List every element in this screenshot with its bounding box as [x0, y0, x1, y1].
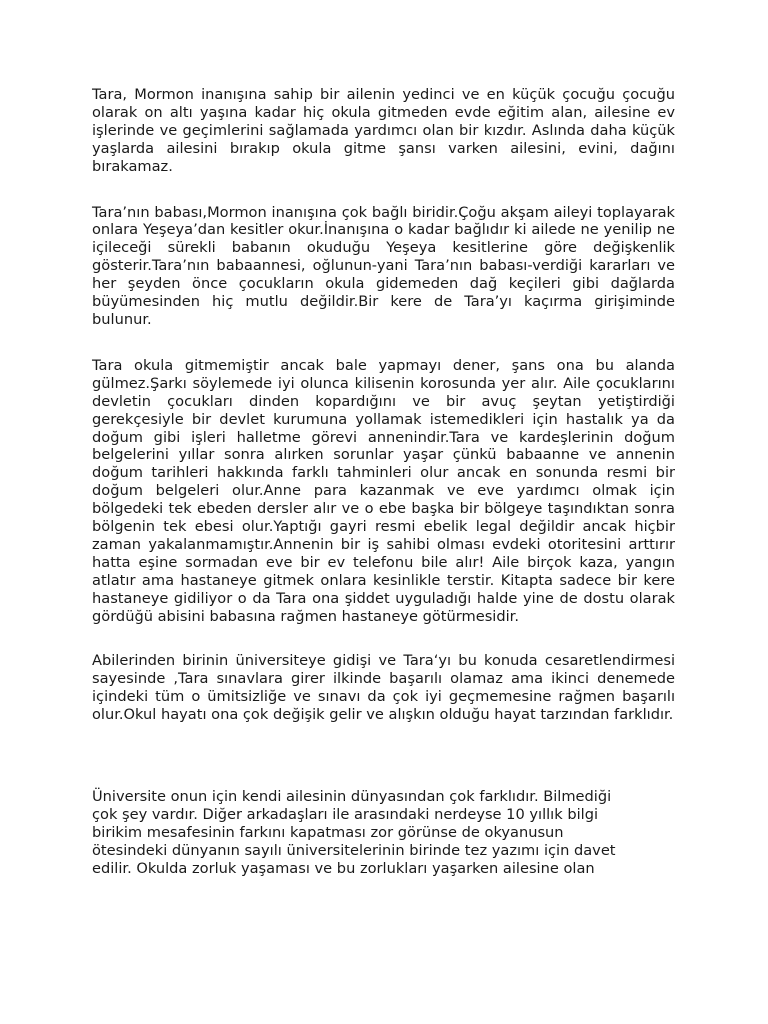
- paragraph-exams: Abilerinden birinin üniversiteye gidişi ve Tara‘yı bu konuda cesaretlendirmesi sayesinde ,Tara sınavlara girer ilkinde başarılı olamaz ama ikinci denemede içindeki tüm o ümitsizliğe ve sınavı da çok iyi geçmemesine rağmen başarılı olur.Okul hayatı ona çok değişik gelir ve alışkın olduğu hayat tarzından farklıdır.: [92, 652, 675, 724]
- document-page: [92, 86, 675, 878]
- paragraph-father: Tara’nın babası,Mormon inanışına çok bağlı biridir.Çoğu akşam aileyi toplayarak onlara Yeşeya’dan kesitler okur.İnanışına o kadar bağlıdır ki ailede ne yenilip ne içileceği sürekli babanın okuduğu Yeşeya kesitlerine göre değişkenlik gösterir.Tara’nın babaannesi, oğlunun-yani Tara’nın babası-verdiği kararları ve her şeyden önce çocukların okula gidemeden dağ keçileri gibi dağlarda büyümesinden hiç mutlu değildir.Bir kere de Tara’yı kaçırma girişiminde bulunur.: [92, 203, 675, 328]
- paragraph-university: Üniversite onun için kendi ailesinin dünyasından çok farklıdır. Bilmediği çok şey vardır. Diğer arkadaşları ile arasındaki nerdeyse 10 yıllık bilgi birikim mesafesinin farkını kapatması zor görünse de okyanusun ötesindeki dünyanın sayılı üniversitelerinin birinde tez yazımı için davet edilir. Okulda zorluk yaşaması ve bu zorlukları yaşarken ailesine olan: [92, 788, 616, 877]
- paragraph-childhood: Tara okula gitmemiştir ancak bale yapmayı dener, şans ona bu alanda gülmez.Şarkı söylemede iyi olunca kilisenin korosunda yer alır. Aile çocuklarını devletin çocukları dinden kopardığını ve bir avuç şeytan yetiştirdiği gerekçesiyle bir devlet kurumuna yollamak istemedikleri için hastalık ya da doğum gibi işleri halletme görevi annenindir.Tara ve kardeşlerinin doğum belgelerini yıllar sonra alırken sorunlar yaşar çünkü babaanne ve annenin doğum tarihleri hakkında farklı tahminleri olur ancak en sonunda resmi bir doğum belgeleri olur.Anne para kazanmak ve eve yardımcı olmak için bölgedeki tek ebeden dersler alır ve o ebe başka bir bölgeye taşındıktan sonra bölgenin tek ebesi olur.Yaptığı gayri resmi ebelik legal değildir ancak hiçbir zaman yakalanmamıştır.Annenin bir iş sahibi olması evdeki otoritesini arttırır hatta eşine sormadan eve bir ev telefonu bile alır! Aile birçok kaza, yangın atlatır ama hastaneye gitmek onlara kesinlikle terstir. Kitapta sadece bir kere hastaneye gidiliyor o da Tara ona şiddet uyguladığı halde yine de dostu olarak gördüğü abisini babasına rağmen hastaneye götürmesidir.: [92, 356, 675, 625]
- paragraph-intro: Tara, Mormon inanışına sahip bir ailenin yedinci ve en küçük çocuğu çocuğu olarak on altı yaşına kadar hiç okula gitmeden evde eğitim alan, ailesine ev işlerinde ve geçimlerini sağlamada yardımcı olan bir kızdır. Aslında daha küçük yaşlarda ailesini bırakıp okula gitme şansı varken ailesini, evini, dağını bırakamaz.: [92, 86, 675, 175]
